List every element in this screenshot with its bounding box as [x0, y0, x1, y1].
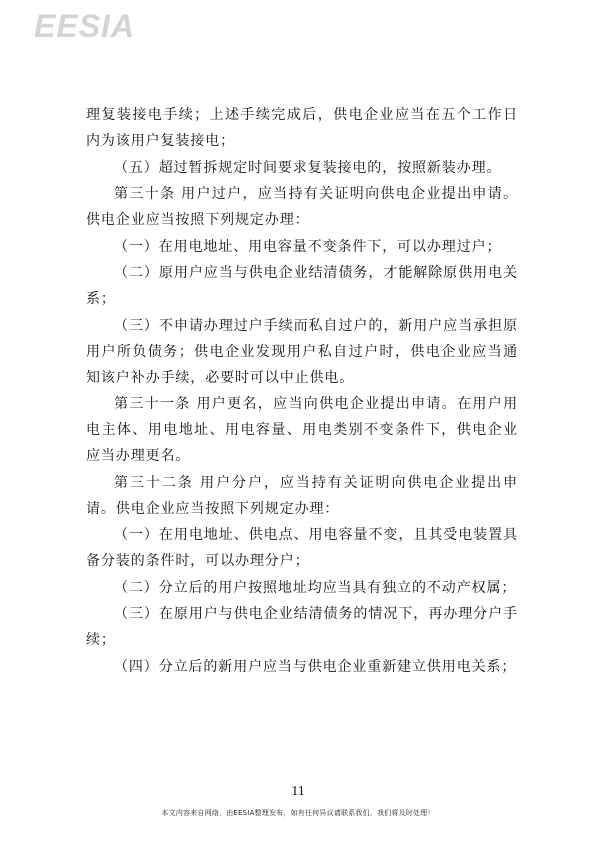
article-30-item-1: （一）在用电地址、用电容量不变条件下，可以办理过户； [114, 238, 502, 255]
article-30-item-2: （二）原用户应当与供电企业结清债务，才能解除原供用电关系； [86, 265, 518, 307]
article-32-item-2: （二）分立后的用户按照地址均应当具有独立的不动产权属； [114, 579, 517, 596]
paragraph-continuation: 理复装接电手续；上述手续完成后，供电企业应当在五个工作日内为该用户复装接电； [86, 107, 518, 149]
article-31: 第三十一条 用户更名，应当向供电企业提出申请。在用户用电主体、用电地址、用电容量、用电类别不变条件下，供电企业应当办理更名。 [86, 396, 518, 464]
paragraph-item-5: （五）超过暂拆规定时间要求复装接电的，按照新装办理。 [114, 159, 502, 176]
article-30-item-3: （三）不申请办理过户手续而私自过户的，新用户应当承担原用户所负债务；供电企业发现用户私自过户时，供电企业应当通知该户补办手续，必要时可以中止供电。 [86, 317, 518, 386]
article-32: 第三十二条 用户分户，应当持有关证明向供电企业提出申请。供电企业应当按照下列规定办理： [86, 474, 518, 517]
document-body [86, 102, 518, 680]
eesia-logo: EESIA [34, 8, 136, 44]
footer-disclaimer: 本文内容来自网络，由EESIA整理发布，如有任何异议请联系我们，我们将及时处理！ [161, 809, 435, 817]
page-number: 11 [291, 784, 305, 799]
article-32-item-4: （四）分立后的新用户应当与供电企业重新建立供用电关系； [114, 658, 517, 675]
article-32-item-1: （一）在用电地址、供电点、用电容量不变，且其受电装置具备分装的条件时，可以办理分户； [86, 527, 518, 569]
article-30: 第三十条 用户过户，应当持有关证明向供电企业提出申请。供电企业应当按照下列规定办理： [86, 186, 518, 228]
article-32-item-3: （三）在原用户与供电企业结清债务的情况下，再办理分户手续； [86, 606, 518, 648]
